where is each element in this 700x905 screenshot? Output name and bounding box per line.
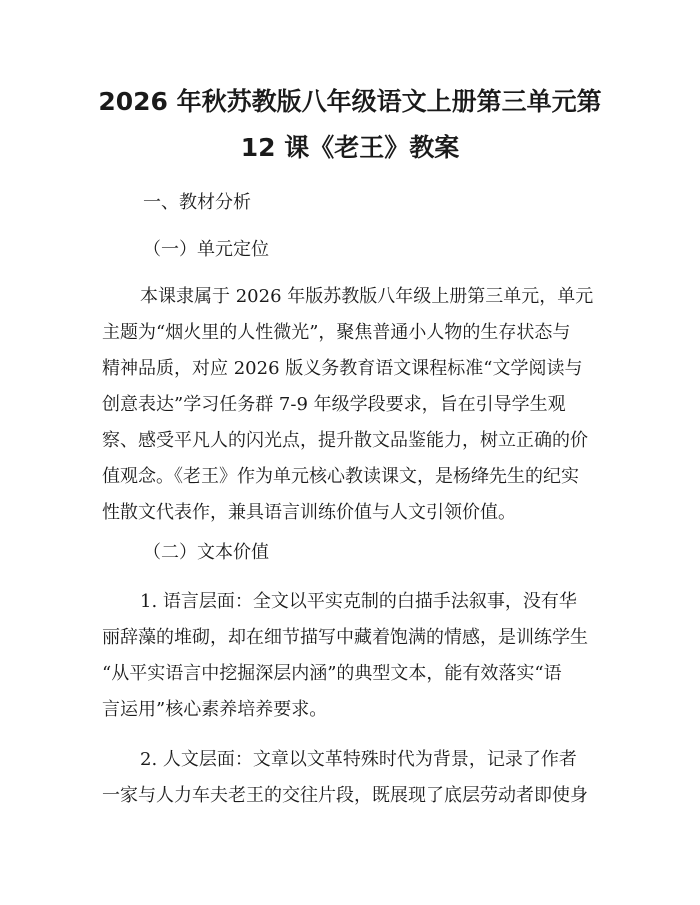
paragraph-line: 丽辞藻的堆砌，却在细节描写中藏着饱满的情感，是训练学生 [102, 627, 588, 648]
paragraph-line: 值观念。《老王》作为单元核心教读课文，是杨绛先生的纪实 [102, 466, 579, 487]
section-heading-textbook-analysis: 一、教材分析 [143, 192, 251, 213]
subsection-heading-unit-positioning: （一）单元定位 [143, 239, 269, 260]
paragraph-line: “从平实语言中挖掘深层内涵”的典型文本，能有效落实“语 [102, 663, 562, 684]
document-title-line-2: 12 课《老王》教案 [240, 133, 460, 162]
paragraph-line: 言运用”核心素养培养要求。 [102, 699, 328, 720]
paragraph-line: 精神品质，对应 2026 版义务教育语文课程标准“文学阅读与 [102, 358, 583, 379]
paragraph-line: 察、感受平凡人的闪光点，提升散文品鉴能力，树立正确的价 [102, 430, 588, 451]
paragraph-line: 1. 语言层面：全文以平实克制的白描手法叙事，没有华 [140, 591, 577, 612]
document-title-line-1: 2026 年秋苏教版八年级语文上册第三单元第 [98, 87, 602, 116]
paragraph-line: 一家与人力车夫老王的交往片段，既展现了底层劳动者即使身 [102, 785, 588, 806]
paragraph-line: 2. 人文层面：文章以文革特殊时代为背景，记录了作者 [140, 749, 577, 770]
paragraph-unit-positioning [102, 285, 602, 525]
paragraph-line: 主题为“烟火里的人性微光”，聚焦普通小人物的生存状态与 [102, 322, 571, 343]
subsection-heading-text-value: （二）文本价值 [143, 542, 269, 563]
paragraph-line: 性散文代表作，兼具语言训练价值与人文引领价值。 [102, 502, 516, 523]
paragraph-line: 创意表达”学习任务群 7-9 年级学段要求，旨在引导学生观 [102, 394, 566, 415]
paragraph-line: 本课隶属于 2026 年版苏教版八年级上册第三单元，单元 [140, 286, 594, 307]
paragraph-language-level [102, 590, 602, 722]
paragraph-humanistic-level [102, 748, 602, 808]
